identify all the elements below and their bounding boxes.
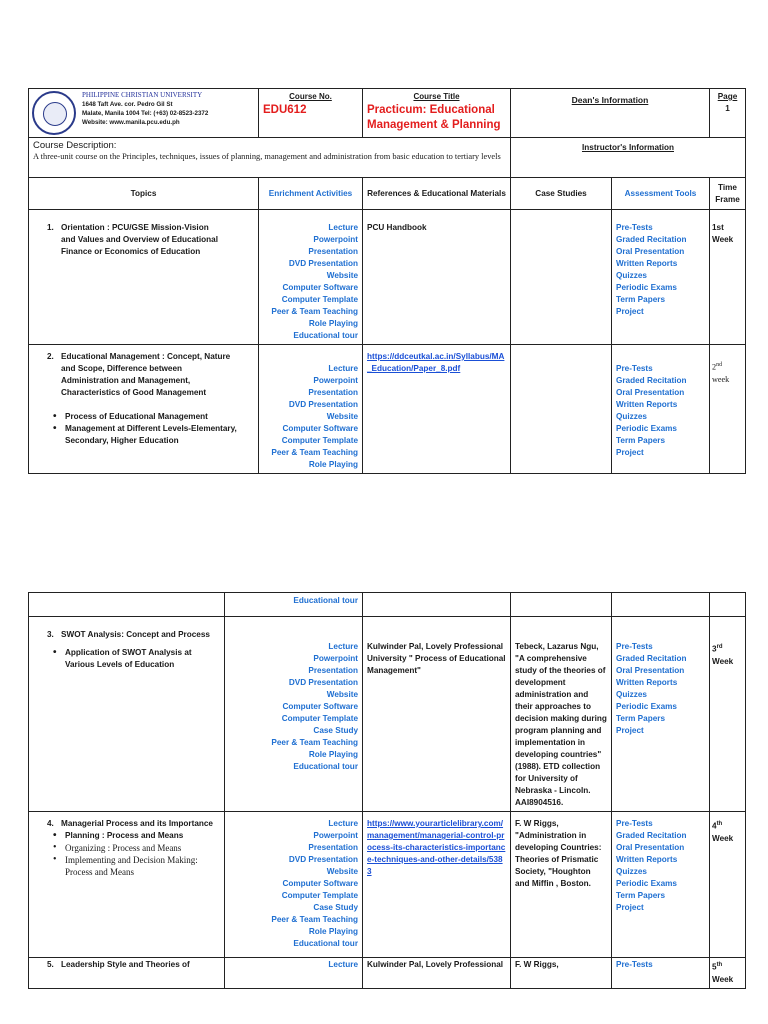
time-frame-cell (710, 617, 746, 812)
col-header-enrichment: Enrichment Activities (259, 178, 363, 210)
topic-text: SWOT Analysis: Concept and Process (61, 630, 210, 639)
table-row (29, 210, 746, 345)
course-no-label: Course No. (289, 92, 332, 101)
list-item: Presentation (308, 247, 358, 256)
list-item: Graded Recitation (616, 654, 687, 663)
assessment-cell (612, 210, 710, 345)
list-item: Educational tour (293, 939, 358, 948)
list-item: Computer Template (281, 891, 358, 900)
list-item: Periodic Exams (616, 283, 677, 292)
list-item: Graded Recitation (616, 831, 687, 840)
assessment-cell (612, 617, 710, 812)
list-item: Computer Template (281, 295, 358, 304)
course-no-value: EDU612 (263, 104, 307, 116)
topic-text: Orientation : PCU/GSE Mission-Vision and Values and Overview of Educational Finance or Economics of Education (61, 223, 218, 256)
list-item: Quizzes (616, 271, 647, 280)
instructor-info-label: Instructor's Information (581, 143, 674, 152)
topic-cell (29, 593, 225, 617)
time-frame-suffix: th (716, 962, 723, 968)
reference-cell (363, 812, 511, 958)
list-item: Pre-Tests (616, 819, 653, 828)
list-item: Term Papers (616, 891, 665, 900)
reference-cell: Kulwinder Pal, Lovely Professional (363, 958, 511, 989)
reference-link[interactable]: https://www.yourarticlelibrary.com/management/managerial-control-process-its-characteristics-importance-techniques-and-other-details/5383 (367, 819, 506, 876)
reference-cell: PCU Handbook (363, 210, 511, 345)
list-item: Computer Software (282, 283, 358, 292)
reference-cell (363, 593, 511, 617)
list-item: Role Playing (308, 319, 358, 328)
list-item: Oral Presentation (616, 843, 685, 852)
table-row (29, 812, 746, 958)
time-frame-number: 4 (712, 821, 717, 831)
table-row (29, 617, 746, 812)
topic-bullet-item: • Process of Educational Management (33, 411, 254, 423)
case-study-cell: F. W Riggs, (511, 958, 612, 989)
list-item: Website (326, 271, 358, 280)
list-item: Quizzes (616, 690, 647, 699)
list-item: Peer & Team Teaching (271, 307, 358, 316)
list-item: Term Papers (616, 436, 665, 445)
time-frame-unit: Week (712, 974, 734, 984)
activities-list (263, 363, 358, 471)
case-study-cell (511, 210, 612, 345)
activities-cell: Educational tour (225, 593, 363, 617)
time-frame-cell (710, 593, 746, 617)
university-name: PHILIPPINE CHRISTIAN UNIVERSITY (82, 91, 203, 99)
course-no-cell (259, 89, 363, 138)
time-frame-unit: Week (712, 656, 734, 666)
reference-link[interactable]: https://ddceutkal.ac.in/Syllabus/MA_Education/Paper_8.pdf (367, 352, 505, 373)
page-number: 1 (725, 104, 730, 113)
instructor-info-cell (511, 138, 746, 178)
list-item: Project (616, 307, 644, 316)
list-item: Role Playing (308, 927, 358, 936)
list-item: DVD Presentation (288, 259, 358, 268)
list-item: Term Papers (616, 295, 665, 304)
list-item: Lecture (328, 819, 358, 828)
list-item: Computer Template (281, 436, 358, 445)
activities-cell (225, 812, 363, 958)
list-item: Quizzes (616, 412, 647, 421)
col-header-case-studies: Case Studies (511, 178, 612, 210)
topic-cell (29, 210, 259, 345)
time-frame-number: 5 (712, 962, 717, 972)
list-item: Quizzes (616, 867, 647, 876)
time-frame-cell (710, 345, 746, 474)
assessment-list (616, 641, 705, 737)
course-title-value: Practicum: Educational Management & Planning (367, 104, 501, 131)
topic-number: 1. (47, 223, 54, 232)
assessment-cell (612, 345, 710, 474)
list-item: Graded Recitation (616, 376, 687, 385)
topic-serif-bullets (33, 842, 220, 878)
time-frame-suffix: nd (716, 362, 723, 368)
col-header-time-frame: Time Frame (710, 178, 746, 210)
topic-cell (29, 812, 225, 958)
assessment-list (616, 222, 705, 318)
topic-number: 3. (47, 630, 54, 639)
activities-cell (259, 345, 363, 474)
topic-text: Managerial Process and its Importance (61, 819, 213, 828)
deans-info-cell (511, 89, 710, 138)
activities-cell (259, 210, 363, 345)
list-item: Presentation (308, 843, 358, 852)
list-item: Lecture (328, 364, 358, 373)
list-item: Role Playing (308, 750, 358, 759)
list-item: Peer & Team Teaching (271, 448, 358, 457)
topic-number: 2. (47, 352, 54, 361)
list-item: Educational tour (293, 762, 358, 771)
reference-cell (363, 345, 511, 474)
topic-text: Leadership Style and Theories of (61, 960, 190, 969)
reference-cell: Kulwinder Pal, Lovely Professional University " Process of Educational Management" (363, 617, 511, 812)
assessment-cell (612, 593, 710, 617)
list-item: Peer & Team Teaching (271, 915, 358, 924)
list-item: Presentation (308, 666, 358, 675)
course-description-text: A three-unit course on the Principles, techniques, issues of planning, management and administration from basic education to tertiary levels (33, 152, 501, 161)
topic-bullet-item: • Planning : Process and Means (33, 830, 220, 842)
list-item: Pre-Tests (616, 364, 653, 373)
page-cell (710, 89, 746, 138)
list-item: Powerpoint (313, 235, 358, 244)
list-item: Periodic Exams (616, 424, 677, 433)
list-item: Website (326, 690, 358, 699)
topic-cell (29, 958, 225, 989)
topic-bullets (33, 647, 220, 671)
list-item: Written Reports (616, 400, 678, 409)
time-frame-unit: Week (712, 833, 734, 843)
activities-cell: Lecture (225, 958, 363, 989)
list-item: DVD Presentation (288, 678, 358, 687)
activities-cell (225, 617, 363, 812)
topic-text: Educational Management : Concept, Nature and Scope, Difference between Administration and Management, Characteristics of Good Management (61, 352, 231, 397)
time-frame-unit: week (712, 374, 730, 384)
activities-list (229, 818, 358, 950)
address-line-1: 1648 Taft Ave. cor. Pedro Gil St (82, 101, 173, 108)
list-item: Periodic Exams (616, 879, 677, 888)
list-item: Written Reports (616, 259, 678, 268)
activities-list (229, 641, 358, 773)
case-study-cell (511, 345, 612, 474)
university-header-cell (29, 89, 259, 138)
assessment-list (616, 818, 705, 914)
table-row (29, 593, 746, 617)
table-row (29, 345, 746, 474)
list-item: Computer Software (282, 424, 358, 433)
list-item: Case Study (313, 903, 358, 912)
time-frame-cell (710, 958, 746, 989)
topic-bullet-item: • Management at Different Levels-Elementary, Secondary, Higher Education (33, 423, 254, 447)
list-item: Oral Presentation (616, 247, 685, 256)
case-study-cell: F. W Riggs, "Administration in developing Countries: Theories of Prismatic Society, "Houghton and Miffin , Boston. (511, 812, 612, 958)
col-header-references: References & Educational Materials (363, 178, 511, 210)
time-frame-number: 2 (712, 362, 717, 372)
syllabus-table-bottom (28, 592, 746, 989)
topic-bullet-item: • Organizing : Process and Means (33, 842, 220, 854)
list-item: Written Reports (616, 855, 678, 864)
list-item: Case Study (313, 726, 358, 735)
time-frame-number: 3 (712, 644, 717, 654)
topic-number: 4. (47, 819, 54, 828)
col-header-assessment: Assessment Tools (612, 178, 710, 210)
list-item: Educational tour (293, 331, 358, 340)
time-frame-cell: 1st Week (710, 210, 746, 345)
list-item: Pre-Tests (616, 642, 653, 651)
topic-cell (29, 617, 225, 812)
list-item: Computer Software (282, 879, 358, 888)
syllabus-table-top (28, 88, 746, 474)
list-item: Computer Software (282, 702, 358, 711)
list-item: Written Reports (616, 678, 678, 687)
address-line-2: Malate, Manila 1004 Tel: (+63) 02-8523-2372 (82, 110, 209, 117)
list-item: Powerpoint (313, 376, 358, 385)
list-item: Lecture (328, 642, 358, 651)
list-item: Powerpoint (313, 831, 358, 840)
list-item: Project (616, 448, 644, 457)
activities-list (263, 222, 358, 342)
assessment-cell: Pre-Tests (612, 958, 710, 989)
list-item: Website (326, 867, 358, 876)
deans-info-label: Dean's Information (571, 95, 649, 105)
time-frame-suffix: rd (716, 644, 723, 650)
course-title-label: Course Title (413, 92, 460, 101)
list-item: Project (616, 726, 644, 735)
time-frame-suffix: th (716, 821, 723, 827)
list-item: Graded Recitation (616, 235, 687, 244)
case-study-cell (511, 593, 612, 617)
case-study-cell: Tebeck, Lazarus Ngu, "A comprehensive study of the theories of development administration and their approaches to decision making during program planning and implementation in developing countries" (1988). ETD collection for University of Nebraska - Lincoln. AAI8904516. (511, 617, 612, 812)
website-line: Website: www.manila.pcu.edu.ph (82, 119, 180, 126)
list-item: Project (616, 903, 644, 912)
page-label: Page (717, 92, 738, 101)
list-item: Peer & Team Teaching (271, 738, 358, 747)
topic-bullets (33, 411, 254, 447)
list-item: DVD Presentation (288, 855, 358, 864)
list-item: Computer Template (281, 714, 358, 723)
list-item: Presentation (308, 388, 358, 397)
list-item: Oral Presentation (616, 388, 685, 397)
topic-number: 5. (47, 960, 54, 969)
assessment-cell (612, 812, 710, 958)
university-seal-logo (32, 91, 76, 135)
course-title-cell (363, 89, 511, 138)
table-row (29, 958, 746, 989)
list-item: Powerpoint (313, 654, 358, 663)
assessment-list (616, 363, 705, 459)
topic-bullet-item: • Application of SWOT Analysis at Various Levels of Education (33, 647, 220, 671)
course-description-cell (29, 138, 511, 178)
time-frame-cell (710, 812, 746, 958)
col-header-topics: Topics (29, 178, 259, 210)
list-item: Website (326, 412, 358, 421)
list-item: Role Playing (308, 460, 358, 469)
list-item: Periodic Exams (616, 702, 677, 711)
list-item: Term Papers (616, 714, 665, 723)
course-description-label: Course Description: (33, 140, 117, 151)
list-item: Lecture (328, 223, 358, 232)
topic-bullets (33, 830, 220, 842)
topic-cell (29, 345, 259, 474)
topic-bullet-item: • Implementing and Decision Making: Process and Means (33, 854, 220, 878)
list-item: Oral Presentation (616, 666, 685, 675)
list-item: Pre-Tests (616, 223, 653, 232)
list-item: DVD Presentation (288, 400, 358, 409)
